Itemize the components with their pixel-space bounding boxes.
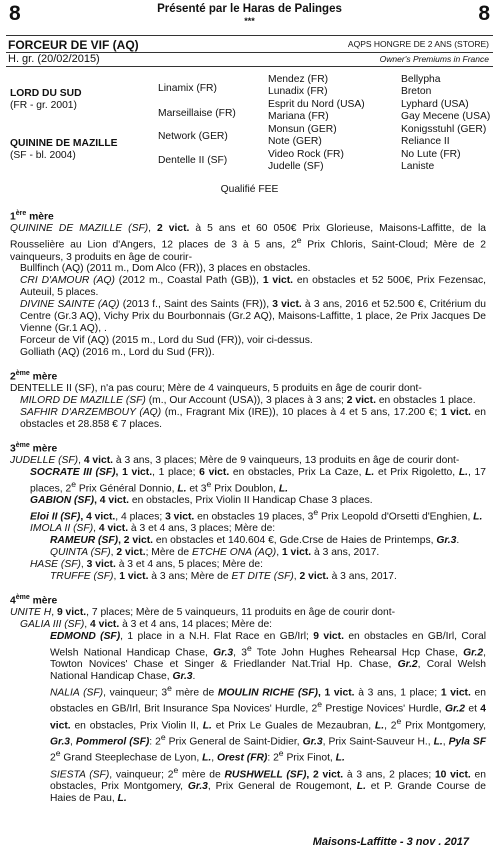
gen3-3: Esprit du Nord (USA) (268, 99, 365, 110)
sire-name: LORD DU SUD (10, 88, 82, 99)
family-entry: UNITE H, 9 vict., 7 places; Mère de 5 vainqueurs, 11 produits en âge de courir dont- (10, 607, 396, 619)
dam-name: QUININE DE MAZILLE (10, 138, 118, 149)
gen4-5: Konigsstuhl (GER) (401, 124, 487, 135)
family-entry: SIESTA (SF), vainqueur; 2e mère de RUSHWELL (SF), 2 vict. à 3 ans, 2 places; 10 vict. en obstacles, Prix Montgomery, Gr.3, Prix General de Rougemont, L. et P. Grande Course de Haies de Pau, L. (50, 764, 486, 804)
horse-header-row1 (6, 38, 493, 51)
gen3-2: Lunadix (FR) (268, 86, 328, 97)
granddam-2: Dentelle II (SF) (158, 155, 228, 166)
family-entry: MILORD DE MAZILLE (SF) (m., Our Account (USA)), 3 places à 3 ans; 2 vict. en obstacles 1 place. (20, 394, 476, 406)
family-entry: Golliath (AQ) (2016 m., Lord du Sud (FR)). (20, 346, 215, 358)
family-entry: DENTELLE II (SF), n'a pas couru; Mère de 4 vainqueurs, 5 produits en âge de courir dont- (10, 383, 422, 395)
family-entry: SOCRATE III (SF), 1 vict., 1 place; 6 vict. en obstacles, Prix La Caze, L. et Prix Rigoletto, L., 17 places, 2e Prix Général Donnio, L. et 3e Prix Doublon, L. (30, 466, 486, 495)
gen3-6: Note (GER) (268, 136, 322, 147)
horse-name: FORCEUR DE VIF (AQ) (8, 38, 139, 52)
family-entry: Bullfinch (AQ) (2011 m., Dom Alco (FR)), 3 places en obstacles. (20, 263, 311, 275)
lot-number-left: 8 (9, 2, 21, 25)
pedigree-table (10, 74, 490, 184)
family-entry: CRI D'AMOUR (AQ) (2012 m., Coastal Path (GB)), 1 vict. en obstacles et 52 500€, Prix Fezensac, Auteuil, 5 places. (20, 275, 486, 299)
gen3-8: Judelle (SF) (268, 161, 324, 172)
gen4-4: Gay Mecene (USA) (401, 111, 491, 122)
family-entry: IMOLA II (SF), 4 vict. à 3 et 4 ans, 3 places; Mère de: (30, 523, 276, 535)
family-entry: TRUFFE (SF), 1 vict. à 3 ans; Mère de ET DITE (SF), 2 vict. à 3 ans, 2017. (50, 571, 397, 582)
qualification: Qualifié FEE (220, 184, 279, 195)
family-entry: NALIA (SF), vainqueur; 3e mère de MOULIN RICHE (SF), 1 vict. à 3 ans, 1 place; 1 vict. en obstacles en GB/Irl, Brit Insurance Spa Novices' Hurdle, 2e Prestige Novices' Hurdle, Gr.2 et 4 vict. en obstacles, Prix Violin II, L. et Prix Le Guales de Mezaubran, L., 2e Prix Montgomery, Gr.3, Pommerol (SF): 2e Prix General de Saint-Didier, Gr.3, Prix Saint-Sauveur H., L., Pyla SF 2e Grand Steeplechase de Lyon, L., Orest (FR): 2e Prix Finot, L. (50, 683, 487, 764)
section-title: 2ème mère (10, 369, 58, 383)
colour-dob: H. gr. (20/02/2015) (8, 53, 100, 65)
family-entry: EDMOND (SF), 1 place in a N.H. Flat Race en GB/Irl; 9 vict. en obstacles en GB/Irl, Coral Welsh National Handicap Chase, Gr.3, 3e Tote John Hughes Rehearsal Hcp Chase, Gr.2, Towton Novices' Chase et Singer & Friedlander Nat.Trial Hp. Chase, Gr.2, Coral Welsh National Handicap Chase, Gr.3. (50, 631, 487, 683)
section-title: 1ère mère (10, 210, 54, 223)
granddam-1: Marseillaise (FR) (158, 108, 236, 119)
gen4-3: Lyphard (USA) (401, 99, 469, 110)
section-title: 4ème mère (10, 593, 58, 607)
gen4-1: Bellypha (401, 74, 441, 85)
grandsire-2: Network (GER) (158, 131, 228, 142)
gen3-5: Monsun (GER) (268, 124, 337, 135)
family-entry: GABION (SF), 4 vict. en obstacles, Prix Violin II Handicap Chase 3 places. (30, 495, 373, 507)
gen4-7: No Lute (FR) (401, 149, 461, 160)
family-entry: RAMEUR (SF), 2 vict. en obstacles et 140.604 €, Gde.Crse de Haies de Printemps, Gr.3. (50, 535, 460, 547)
horse-header-row2 (6, 52, 493, 66)
lot-number-right: 8 (478, 2, 490, 25)
family-entry: JUDELLE (SF), 4 vict. à 3 ans, 3 places; Mère de 9 vainqueurs, 13 produits en âge de courir dont- (10, 455, 460, 466)
presented-by: Présenté par le Haras de Palinges (157, 3, 342, 15)
breed-line: AQPS HONGRE DE 2 ANS (STORE) (347, 39, 489, 49)
sale-place-date: Maisons-Laffitte - 3 nov . 2017 (312, 836, 469, 848)
family-entry: HASE (SF), 3 vict. à 3 et 4 ans, 5 places; Mère de: (30, 559, 263, 571)
gen4-6: Reliance II (401, 136, 450, 147)
sire-info: (FR - gr. 2001) (10, 100, 77, 111)
gen4-8: Laniste (401, 161, 435, 172)
gen3-1: Mendez (FR) (268, 74, 329, 85)
family-entry: QUINTA (SF), 2 vict.; Mère de ETCHE ONA (AQ), 1 vict. à 3 ans, 2017. (50, 547, 380, 559)
family-entry: Eloi II (SF), 4 vict., 4 places; 3 vict. en obstacles 19 places, 3e Prix Leopold d'Orsetti d'Enghien, L. (30, 507, 483, 523)
gen3-4: Mariana (FR) (268, 111, 329, 122)
family-sections (10, 208, 486, 805)
section-title: 3ème mère (10, 441, 58, 455)
family-entry: DIVINE SAINTE (AQ) (2013 f., Saint des Saints (FR)), 3 vict. à 3 ans, 2016 et 52.500 €, Critérium du Centre (Gr.3 AQ), Vichy Prix du Bourbonnais (Gr.2 AQ), Maisons-Laffitte, 1 place, 2e Prix Jacques De Vienne (Gr.1 AQ), . (20, 299, 486, 334)
stars-divider: *** (244, 16, 255, 26)
dam-info: (SF - bl. 2004) (10, 150, 76, 161)
owner-premiums: Owner's Premiums in France (379, 54, 489, 64)
family-entry: QUININE DE MAZILLE (SF), 2 vict. à 5 ans et 60 050€ Prix Glorieuse, Maisons-Laffitte, de la Rousselière au Lion d'Angers, 12 places de 3 à 5 ans, 2e Prix Chloris, Saint-Cloud; Mère de 2 vainqueurs, 3 produits en âge de courir- (10, 223, 486, 263)
family-entry: Forceur de Vif (AQ) (2015 m., Lord du Sud (FR)), voir ci-dessus. (20, 334, 313, 346)
family-entry: SAFHIR D'ARZEMBOUY (AQ) (m., Fragrant Mix (IRE)), 10 places à 4 et 5 ans, 17.200 €; 1 vict. en obstacles et 28.858 € 7 places. (20, 406, 486, 430)
family-entry: GALIA III (SF), 4 vict. à 3 et 4 ans, 14 places; Mère de: (20, 619, 273, 631)
gen3-7: Video Rock (FR) (268, 149, 344, 160)
horse-header-box (6, 35, 493, 67)
grandsire-1: Linamix (FR) (158, 83, 217, 94)
gen4-2: Breton (401, 86, 432, 97)
